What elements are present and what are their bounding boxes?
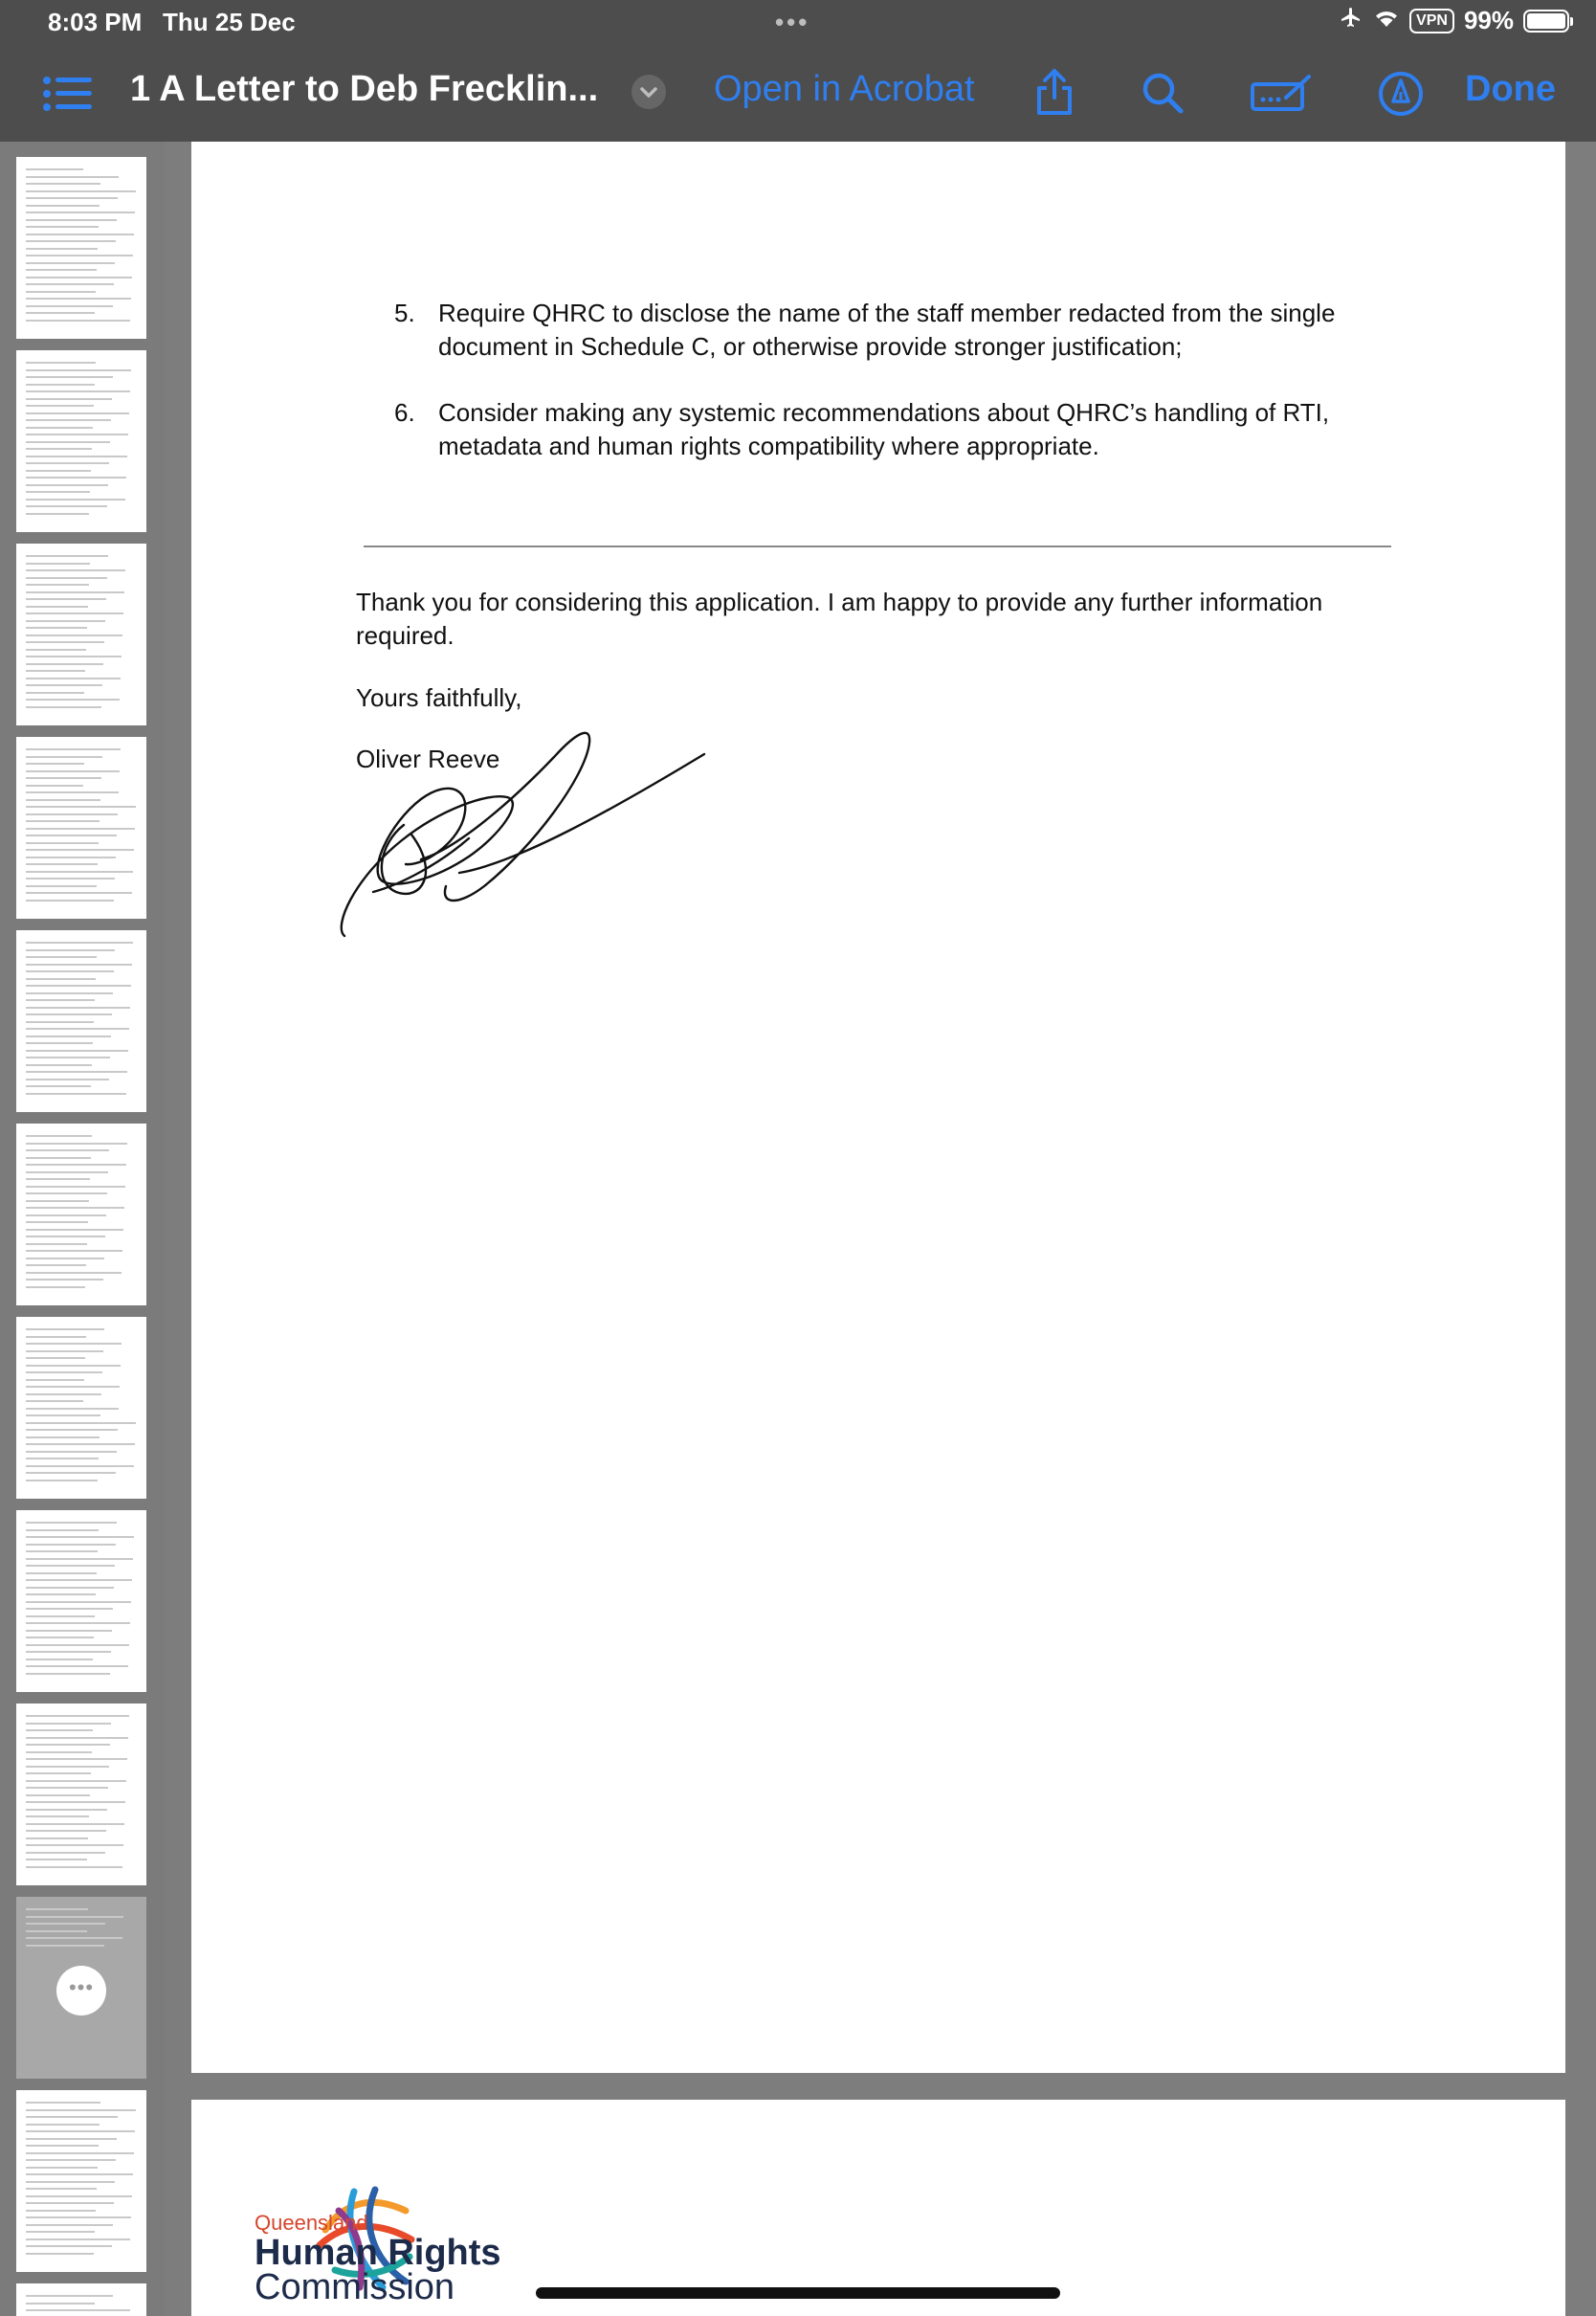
thumbnail-text-line bbox=[26, 484, 108, 486]
thumbnail-text-line bbox=[26, 1659, 93, 1660]
thumbnail-text-line bbox=[26, 949, 115, 951]
thumbnail-text-line bbox=[26, 1529, 99, 1531]
thumbnail-text-line bbox=[26, 434, 128, 435]
thumbnail-text-line bbox=[26, 1830, 106, 1832]
thumbnail-text-line bbox=[26, 2159, 116, 2161]
vpn-badge: VPN bbox=[1409, 9, 1454, 33]
wifi-icon bbox=[1373, 6, 1400, 35]
thumbnail-text-line bbox=[26, 1744, 110, 1746]
thumbnail-text-line bbox=[26, 291, 96, 293]
thumbnail-text-line bbox=[26, 1766, 109, 1768]
thumbnail-text-line bbox=[26, 964, 132, 966]
qhrc-logo-text bbox=[255, 2211, 501, 2305]
thumbnail-text-line bbox=[26, 248, 98, 250]
thumbnail-text-line bbox=[26, 491, 90, 493]
thumbnail-text-line bbox=[26, 777, 101, 779]
thumbnail-text-line bbox=[26, 970, 114, 972]
chevron-down-icon[interactable] bbox=[632, 75, 666, 109]
thumbnail-text-line bbox=[26, 1408, 119, 1410]
thumbnail-text-line bbox=[26, 205, 100, 207]
thumbnail-text-line bbox=[26, 985, 131, 987]
battery-icon bbox=[1523, 10, 1569, 33]
thumbnail-text-line bbox=[26, 1207, 124, 1209]
thumbnail-text-line bbox=[26, 1186, 125, 1188]
thumbnail-text-line bbox=[26, 168, 83, 170]
thumbnail-text-line bbox=[26, 770, 120, 772]
thumbnail-text-line bbox=[26, 2145, 99, 2147]
thumbnail-text-line bbox=[26, 1565, 115, 1567]
thumbnail-text-line bbox=[26, 1908, 88, 1910]
page-thumbnail[interactable] bbox=[16, 544, 146, 725]
top-bar bbox=[0, 0, 1596, 142]
thumbnail-text-line bbox=[26, 813, 118, 815]
thumbnail-text-line bbox=[26, 1007, 130, 1009]
thumbnail-text-line bbox=[26, 1164, 126, 1166]
thumbnail-text-line bbox=[26, 1837, 88, 1839]
thumbnail-text-line bbox=[26, 2195, 132, 2197]
thumbnail-text-line bbox=[26, 871, 133, 873]
thumbnail-text-line bbox=[26, 1379, 84, 1381]
thumbnail-text-line bbox=[26, 857, 116, 858]
document-title[interactable]: 1 A Letter to Deb Frecklin... bbox=[130, 69, 599, 109]
battery-level bbox=[1527, 13, 1565, 29]
thumbnail-text-line bbox=[26, 663, 103, 665]
thumbnail-text-line bbox=[26, 390, 130, 392]
thumbnail-text-line bbox=[26, 706, 101, 708]
thumbnail-text-line bbox=[26, 369, 131, 371]
thumbnail-text-line bbox=[26, 1071, 127, 1073]
thumbnail-text-line bbox=[26, 900, 114, 902]
thumbnail-text-line bbox=[26, 1945, 104, 1947]
thumbnail-text-line bbox=[26, 1057, 110, 1058]
done-button[interactable]: Done bbox=[1465, 69, 1556, 109]
thumbnail-text-line bbox=[26, 999, 95, 1001]
thumbnail-text-line bbox=[26, 785, 83, 787]
thumbnail-text-line bbox=[26, 240, 116, 242]
thumbnail-text-line bbox=[26, 384, 95, 386]
thumbnail-text-line bbox=[26, 748, 121, 750]
thumbnail-text-line bbox=[26, 1480, 98, 1481]
thumbnail-text-line bbox=[26, 1264, 86, 1266]
thumbnail-text-line bbox=[26, 684, 102, 686]
thumbnail-text-line bbox=[26, 1673, 110, 1675]
thumbnail-text-line bbox=[26, 234, 134, 235]
thumbnail-text-line bbox=[26, 2138, 117, 2140]
thumbnail-text-line bbox=[26, 477, 126, 479]
thumbnail-text-line bbox=[26, 1250, 122, 1252]
thumbnail-text-line bbox=[26, 1665, 128, 1667]
thumbnail-text-line bbox=[26, 806, 136, 808]
thumbnail-text-line bbox=[26, 2109, 136, 2111]
thumbnail-text-line bbox=[26, 1852, 105, 1854]
thumbnail-text-line bbox=[26, 376, 113, 378]
sign-off: Yours faithfully, bbox=[356, 683, 522, 712]
thumbnail-text-line bbox=[26, 1544, 116, 1546]
thumbnail-text-line bbox=[26, 2152, 134, 2154]
thumbnail-text-line bbox=[26, 1021, 94, 1023]
thumbnail-text-line bbox=[26, 1923, 105, 1925]
thumbnail-text-line bbox=[26, 1844, 123, 1846]
thumbnail-text-line bbox=[26, 1149, 109, 1151]
thumbnail-text-line bbox=[26, 1258, 104, 1259]
thumbnail-text-line bbox=[26, 1171, 108, 1173]
battery-percent: 99% bbox=[1463, 6, 1514, 34]
toolbar bbox=[0, 46, 1596, 142]
thumbnail-text-line bbox=[26, 849, 134, 851]
thumbnail-text-line bbox=[26, 2202, 114, 2204]
thumbnail-text-line bbox=[26, 885, 97, 887]
thumbnail-text-line bbox=[26, 1386, 120, 1388]
thumbnail-text-line bbox=[26, 176, 119, 178]
airplane-icon bbox=[1339, 6, 1363, 35]
thumbnail-text-line bbox=[26, 2216, 131, 2218]
thumbnail-text-line bbox=[26, 892, 132, 894]
logo-line-1: Queensland bbox=[255, 2211, 368, 2235]
open-in-acrobat-button[interactable]: Open in Acrobat bbox=[714, 69, 975, 109]
thumbnail-text-line bbox=[26, 1350, 103, 1352]
thumbnail-text-line bbox=[26, 298, 131, 300]
logo-line-3: Commission bbox=[255, 2267, 455, 2307]
page-thumbnail[interactable] bbox=[16, 1124, 146, 1305]
thumbnail-text-line bbox=[26, 1644, 129, 1646]
thumbnail-text-line bbox=[26, 1572, 97, 1574]
thumbnail-text-line bbox=[26, 1916, 123, 1918]
thumbnail-text-line bbox=[26, 1550, 98, 1552]
thumbnail-text-line bbox=[26, 577, 107, 579]
thumbnail-text-line bbox=[26, 1723, 111, 1725]
thumbnail-text-line bbox=[26, 1400, 83, 1402]
thumbnail-text-line bbox=[26, 835, 117, 836]
page-thumbnail[interactable] bbox=[16, 1317, 146, 1499]
thumbnail-text-line bbox=[26, 1013, 112, 1015]
thumbnail-text-line bbox=[26, 2309, 130, 2311]
thumbnail-text-line bbox=[26, 2295, 113, 2297]
closing-paragraph: Thank you for considering this application. I am happy to provide any further information required. bbox=[356, 588, 1323, 650]
thumbnail-text-line bbox=[26, 262, 115, 264]
divider bbox=[364, 546, 1391, 547]
thumbnail-sidebar[interactable] bbox=[0, 142, 165, 2316]
thumbnail-text-line bbox=[26, 2245, 112, 2247]
thumbnail-text-line bbox=[26, 1028, 129, 1030]
list-number: 5. bbox=[394, 299, 415, 327]
thumbnail-text-line bbox=[26, 591, 124, 593]
thumbnail-text-line bbox=[26, 1328, 104, 1330]
status-right bbox=[1339, 6, 1569, 35]
thumbnail-text-line bbox=[26, 1422, 136, 1424]
thumbnail-text-line bbox=[26, 513, 89, 515]
thumbnail-text-line bbox=[26, 1429, 118, 1431]
thumbnail-text-line bbox=[26, 627, 87, 629]
thumbnail-text-line bbox=[26, 1414, 100, 1416]
thumbnail-text-line bbox=[26, 1579, 132, 1581]
thumbnail-text-line bbox=[26, 612, 123, 614]
thumbnail-text-line bbox=[26, 212, 135, 213]
thumbnail-text-line bbox=[26, 1093, 126, 1095]
thumbnail-text-line bbox=[26, 1085, 91, 1087]
list-text: Require QHRC to disclose the name of the staff member redacted from the single document in Schedule C, or otherwise provide stronger justification; bbox=[438, 299, 1336, 361]
thumbnail-text-line bbox=[26, 1343, 122, 1345]
thumbnail-text-line bbox=[26, 2130, 135, 2132]
thumbnail-text-line bbox=[26, 2124, 100, 2126]
thumbnail-text-line bbox=[26, 978, 96, 980]
thumbnail-text-line bbox=[26, 505, 107, 507]
thumbnail-text-line bbox=[26, 799, 100, 801]
thumbnail-text-line bbox=[26, 1651, 111, 1653]
thumbnail-text-line bbox=[26, 1794, 90, 1796]
status-time: 8:03 PM bbox=[48, 8, 143, 36]
thumbnail-text-line bbox=[26, 756, 102, 758]
thumbnail-text-line bbox=[26, 1157, 91, 1159]
thumbnail-text-line bbox=[26, 1823, 124, 1825]
thumbnail-text-line bbox=[26, 828, 135, 830]
thumbnail-text-line bbox=[26, 1221, 88, 1223]
thumbnail-text-line bbox=[26, 763, 84, 765]
thumbnail-text-line bbox=[26, 1866, 122, 1868]
thumbnail-text-line bbox=[26, 1558, 133, 1560]
thumbnail-text-line bbox=[26, 2167, 98, 2169]
search-icon[interactable] bbox=[1141, 71, 1185, 120]
thumbnail-text-line bbox=[26, 1236, 105, 1237]
thumbnail-text-line bbox=[26, 1787, 108, 1789]
thumbnail-text-line bbox=[26, 320, 130, 322]
thumbnail-text-line bbox=[26, 956, 97, 958]
multitasking-dots-icon[interactable]: ••• bbox=[775, 8, 810, 36]
thumbnail-text-line bbox=[26, 1272, 122, 1274]
thumbnail-text-line bbox=[26, 1465, 134, 1467]
thumbnail-text-line bbox=[26, 1336, 86, 1338]
status-date: Thu 25 Dec bbox=[163, 8, 296, 36]
thumbnail-text-line bbox=[26, 692, 84, 694]
thumbnail-text-line bbox=[26, 226, 99, 228]
thumbnail-text-line bbox=[26, 1601, 131, 1603]
page-thumbnail[interactable] bbox=[16, 2283, 146, 2316]
thumbnail-text-line bbox=[26, 1064, 92, 1066]
thumbnail-text-line bbox=[26, 456, 127, 457]
thumbnail-text-line bbox=[26, 656, 122, 657]
thumbnail-text-line bbox=[26, 563, 90, 565]
markup-icon[interactable] bbox=[1250, 73, 1313, 118]
document-page bbox=[191, 142, 1565, 2073]
page-thumbnail[interactable] bbox=[16, 350, 146, 532]
thumbnail-text-line bbox=[26, 1729, 93, 1731]
thumbnail-text-line bbox=[26, 635, 122, 636]
thumbnail-text-line bbox=[26, 277, 132, 278]
thumbnail-text-line bbox=[26, 1637, 94, 1638]
status-bar bbox=[0, 0, 1596, 46]
page-thumbnail[interactable] bbox=[16, 737, 146, 919]
thumbnail-text-line bbox=[26, 190, 136, 192]
thumbnail-text-line bbox=[26, 569, 125, 571]
thumbnail-text-line bbox=[26, 2210, 96, 2212]
thumbnail-text-line bbox=[26, 649, 86, 651]
thumbnail-text-line bbox=[26, 1451, 117, 1453]
page-thumbnail[interactable] bbox=[16, 1897, 146, 2079]
page-thumbnail[interactable] bbox=[16, 1510, 146, 1692]
thumbnail-text-line bbox=[26, 1472, 116, 1474]
list-text: Consider making any systemic recommendations about QHRC’s handling of RTI, metadata and human rights compatibility where appropriate. bbox=[438, 398, 1330, 460]
thumbnail-text-line bbox=[26, 670, 85, 672]
thumbnail-text-line bbox=[26, 1536, 134, 1538]
thumbnail-text-line bbox=[26, 2116, 118, 2118]
thumbnail-text-line bbox=[26, 269, 97, 271]
thumbnail-text-line bbox=[26, 1357, 85, 1359]
page-thumbnail[interactable] bbox=[16, 157, 146, 339]
thumbnail-text-line bbox=[26, 499, 125, 501]
thumbnail-text-line bbox=[26, 620, 105, 622]
thumbnail-text-line bbox=[26, 678, 121, 679]
page-thumbnail[interactable] bbox=[16, 1704, 146, 1885]
thumbnail-text-line bbox=[26, 2188, 97, 2190]
thumbnail-text-line bbox=[26, 448, 92, 450]
thumbnail-text-line bbox=[26, 2224, 113, 2226]
pen-icon[interactable] bbox=[1378, 71, 1424, 122]
thumbnail-text-line bbox=[26, 699, 120, 701]
thumbnail-text-line bbox=[26, 1200, 89, 1202]
thumbnail-text-line bbox=[26, 1758, 127, 1760]
share-icon[interactable] bbox=[1033, 67, 1075, 122]
thumbnail-text-line bbox=[26, 255, 133, 256]
thumbnail-text-line bbox=[26, 1192, 107, 1194]
thumbnail-text-line bbox=[26, 1809, 107, 1811]
thumbnail-text-line bbox=[26, 598, 106, 600]
thumbnail-text-line bbox=[26, 219, 117, 221]
home-indicator[interactable] bbox=[536, 2287, 1060, 2299]
thumbnail-text-line bbox=[26, 470, 91, 472]
thumbnail-text-line bbox=[26, 641, 104, 643]
thumbnail-text-line bbox=[26, 405, 94, 407]
page-thumbnail[interactable] bbox=[16, 2090, 146, 2272]
thumbnail-text-line bbox=[26, 412, 129, 414]
thumbnail-text-line bbox=[26, 1859, 87, 1860]
ellipsis-icon[interactable]: ••• bbox=[56, 1966, 106, 2015]
thumbnail-text-line bbox=[26, 2173, 133, 2175]
thumbnail-text-line bbox=[26, 305, 113, 307]
thumbnail-text-line bbox=[26, 942, 133, 944]
thumbnail-text-line bbox=[26, 1630, 112, 1632]
list-icon[interactable] bbox=[42, 75, 92, 118]
thumbnail-text-line bbox=[26, 283, 114, 285]
thumbnail-text-line bbox=[26, 1715, 129, 1717]
thumbnail-text-line bbox=[26, 1135, 92, 1137]
thumbnail-text-line bbox=[26, 1042, 93, 1044]
thumbnail-text-line bbox=[26, 1608, 113, 1610]
thumbnail-text-line bbox=[26, 2231, 95, 2233]
thumbnail-text-line bbox=[26, 1937, 122, 1939]
thumbnail-text-line bbox=[26, 462, 109, 464]
thumbnail-text-line bbox=[26, 1243, 87, 1245]
thumbnail-text-line bbox=[26, 1615, 95, 1617]
signature-image bbox=[316, 691, 813, 964]
thumbnail-text-line bbox=[26, 312, 95, 314]
logo-line-2: Human Rights bbox=[255, 2233, 501, 2273]
thumbnail-text-line bbox=[26, 878, 115, 880]
thumbnail-text-line bbox=[26, 197, 118, 199]
thumbnail-text-line bbox=[26, 1365, 121, 1367]
signatory-name: Oliver Reeve bbox=[356, 745, 500, 773]
thumbnail-text-line bbox=[26, 606, 88, 608]
thumbnail-text-line bbox=[26, 1393, 101, 1395]
list-number: 6. bbox=[394, 398, 415, 427]
thumbnail-text-line bbox=[26, 419, 111, 421]
thumbnail-text-line bbox=[26, 1229, 123, 1231]
thumbnail-text-line bbox=[26, 1036, 111, 1037]
thumbnail-text-line bbox=[26, 1458, 99, 1459]
thumbnail-text-line bbox=[26, 584, 89, 586]
thumbnail-text-line bbox=[26, 427, 93, 429]
thumbnail-text-line bbox=[26, 1522, 117, 1524]
thumbnail-text-line bbox=[26, 1751, 92, 1753]
thumbnail-text-line bbox=[26, 1286, 85, 1288]
thumbnail-text-line bbox=[26, 1178, 90, 1180]
thumbnail-text-line bbox=[26, 441, 110, 443]
thumbnail-text-line bbox=[26, 1772, 91, 1774]
thumbnail-text-line bbox=[26, 863, 98, 865]
thumbnail-text-line bbox=[26, 2238, 130, 2240]
thumbnail-text-line bbox=[26, 1587, 114, 1589]
thumbnail-text-line bbox=[26, 820, 100, 822]
thumbnail-text-line bbox=[26, 1737, 128, 1739]
thumbnail-text-line bbox=[26, 183, 100, 185]
thumbnail-text-line bbox=[26, 1279, 103, 1280]
thumbnail-text-line bbox=[26, 555, 108, 557]
thumbnail-text-line bbox=[26, 1143, 127, 1145]
thumbnail-text-line bbox=[26, 1214, 106, 1216]
thumbnail-text-line bbox=[26, 1780, 126, 1782]
thumbnail-text-line bbox=[26, 1801, 125, 1803]
thumbnail-text-line bbox=[26, 992, 113, 994]
thumbnail-text-line bbox=[26, 791, 119, 793]
thumbnail-text-line bbox=[26, 2102, 100, 2104]
thumbnail-text-line bbox=[26, 398, 112, 400]
thumbnail-text-line bbox=[26, 362, 96, 364]
thumbnail-text-line bbox=[26, 1443, 135, 1445]
page-thumbnail[interactable] bbox=[16, 930, 146, 1112]
thumbnail-text-line bbox=[26, 1930, 87, 1932]
thumbnail-text-line bbox=[26, 1436, 100, 1438]
thumbnail-text-line bbox=[26, 1079, 109, 1080]
thumbnail-text-line bbox=[26, 1593, 96, 1595]
thumbnail-text-line bbox=[26, 2303, 95, 2305]
thumbnail-text-line bbox=[26, 1371, 102, 1373]
thumbnail-text-line bbox=[26, 1050, 128, 1052]
thumbnail-text-line bbox=[26, 1622, 130, 1624]
thumbnail-text-line bbox=[26, 2253, 94, 2255]
thumbnail-text-line bbox=[26, 842, 99, 844]
thumbnail-text-line bbox=[26, 1815, 89, 1817]
thumbnail-text-line bbox=[26, 2181, 115, 2183]
